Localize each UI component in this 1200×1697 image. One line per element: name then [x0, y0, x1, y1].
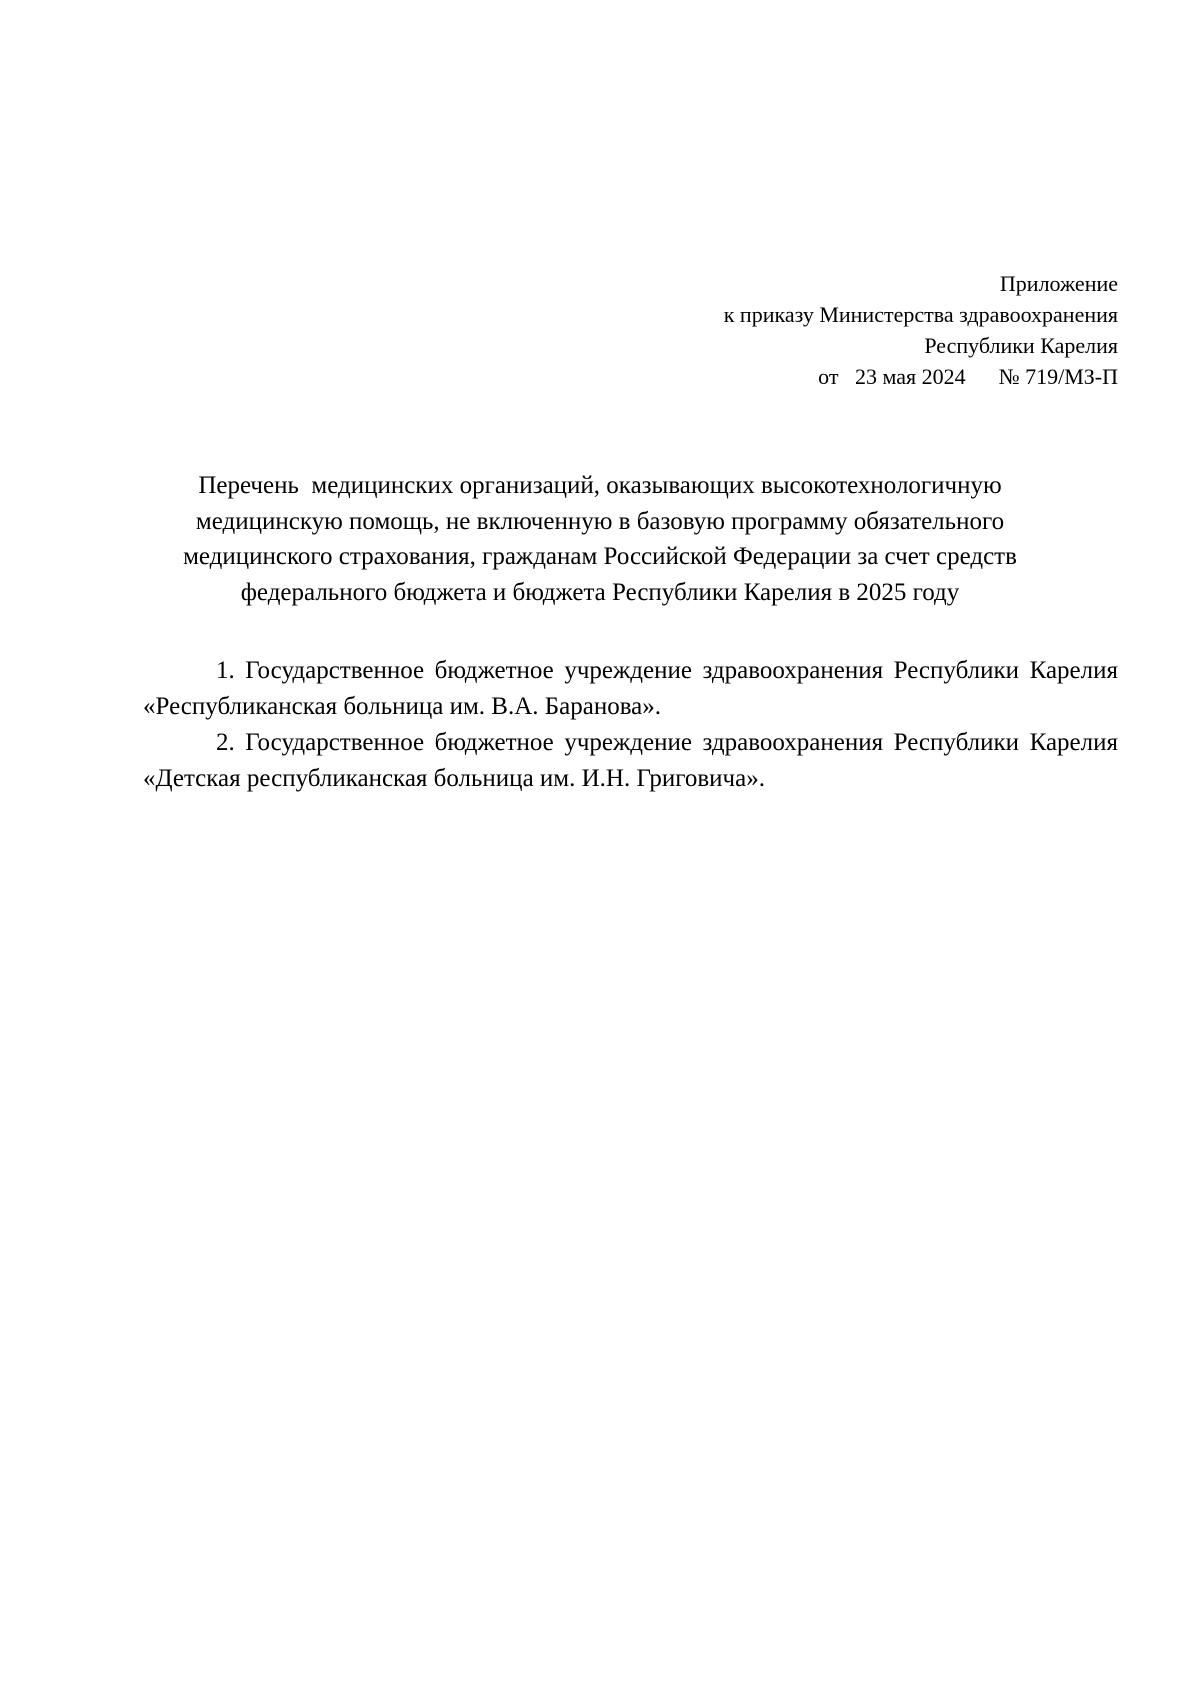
- appendix-block: [724, 268, 1118, 392]
- organization-list: [143, 653, 1118, 797]
- order-number: № 719/МЗ-П: [998, 364, 1118, 389]
- title-line-1: Перечень медицинских организаций, оказывающих высокотехнологичную: [198, 472, 1002, 499]
- date-prefix: от: [818, 364, 839, 389]
- title-line-2: медицинскую помощь, не включенную в базовую программу обязательного: [195, 507, 1005, 535]
- appendix-region: Республики Карелия: [924, 333, 1118, 358]
- order-date: 23 мая 2024: [854, 364, 966, 389]
- list-item: 1. Государственное бюджетное учреждение здравоохранения Республики Карелия «Республиканская больница им. В.А. Баранова».: [143, 657, 1118, 720]
- document-title: [120, 468, 1080, 610]
- appendix-label: Приложение: [999, 271, 1118, 296]
- title-line-3: медицинского страхования, гражданам Российской Федерации за счет средств: [183, 543, 1017, 570]
- title-line-4: федерального бюджета и бюджета Республики Карелия в 2025 году: [240, 578, 960, 606]
- list-item: 2. Государственное бюджетное учреждение здравоохранения Республики Карелия «Детская республиканская больница им. И.Н. Григовича».: [143, 729, 1118, 792]
- appendix-date-line: [724, 361, 1118, 392]
- appendix-order-ref: к приказу Министерства здравоохранения: [723, 302, 1118, 327]
